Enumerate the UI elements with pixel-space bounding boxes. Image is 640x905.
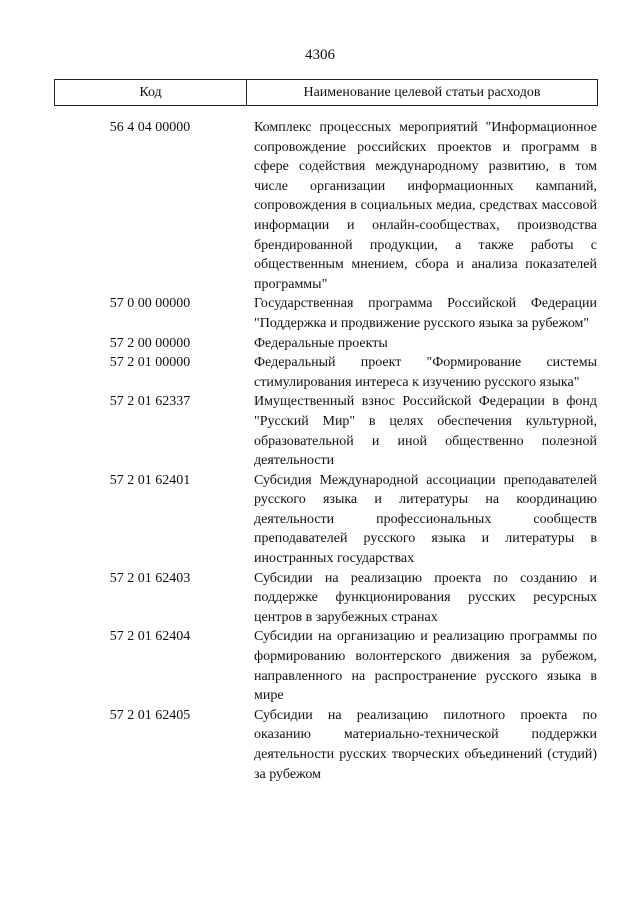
expense-items-list <box>54 118 598 784</box>
row-code: 57 2 01 62405 <box>109 707 191 723</box>
row-name: Субсидии на организацию и реализацию программы по формированию волонтерского движения за рубежом, направленного на распространение русского языка в мире <box>254 629 597 704</box>
table-header <box>54 79 598 106</box>
page-number: 4306 <box>305 47 335 63</box>
row-code: 57 0 00 00000 <box>109 296 191 312</box>
row-name: Федеральный проект "Формирование системы стимулирования интереса к изучению русского языка" <box>254 355 597 390</box>
table-row <box>54 334 598 354</box>
row-name: Субсидии на реализацию пилотного проекта по оказанию материально-технической поддержки деятельности русских творческих объединений (студий) за рубежом <box>254 707 597 782</box>
row-name: Субсидия Международной ассоциации преподавателей русского языка и литературы на координацию деятельности профессиональных сообществ преподавателей русского языка и литературы в иностранных государствах <box>254 472 597 567</box>
row-code: 57 2 01 62401 <box>109 472 191 488</box>
table-row <box>54 118 598 294</box>
row-code: 57 2 00 00000 <box>109 335 191 351</box>
table-row <box>54 392 598 470</box>
table-row <box>54 569 598 628</box>
row-code: 56 4 04 00000 <box>109 120 191 135</box>
table-row <box>54 471 598 569</box>
row-name: Государственная программа Российской Федерации "Поддержка и продвижение русского языка за рубежом" <box>254 296 597 331</box>
row-name: Имущественный взнос Российской Федерации в фонд "Русский Мир" в целях обеспечения культурной, образовательной и иной общественно полезной деятельности <box>254 394 597 469</box>
name-column-header: Наименование целевой статьи расходов <box>303 84 541 100</box>
row-name: Субсидии на реализацию проекта по созданию и поддержке функционирования русских ресурсных центров в зарубежных странах <box>254 570 597 625</box>
table-row <box>54 353 598 392</box>
table-row <box>54 627 598 705</box>
row-name: Комплекс процессных мероприятий "Информационное сопровождение российских проектов и программ в сфере содействия международному развитию, в том числе организации информационных кампаний, сопровождения в социальных медиа, средствах массовой информации и онлайн-сообществах, производства брендированной продукции, а также работы с общественным мнением, сбора и анализа показателей программы" <box>254 120 597 292</box>
row-code: 57 2 01 62337 <box>109 394 191 410</box>
row-code: 57 2 01 62403 <box>109 570 191 586</box>
row-code: 57 2 01 00000 <box>109 355 191 371</box>
table-row <box>54 706 598 784</box>
row-code: 57 2 01 62404 <box>109 629 191 645</box>
code-column-header: Код <box>55 80 247 105</box>
row-name: Федеральные проекты <box>254 335 388 351</box>
table-row <box>54 294 598 333</box>
